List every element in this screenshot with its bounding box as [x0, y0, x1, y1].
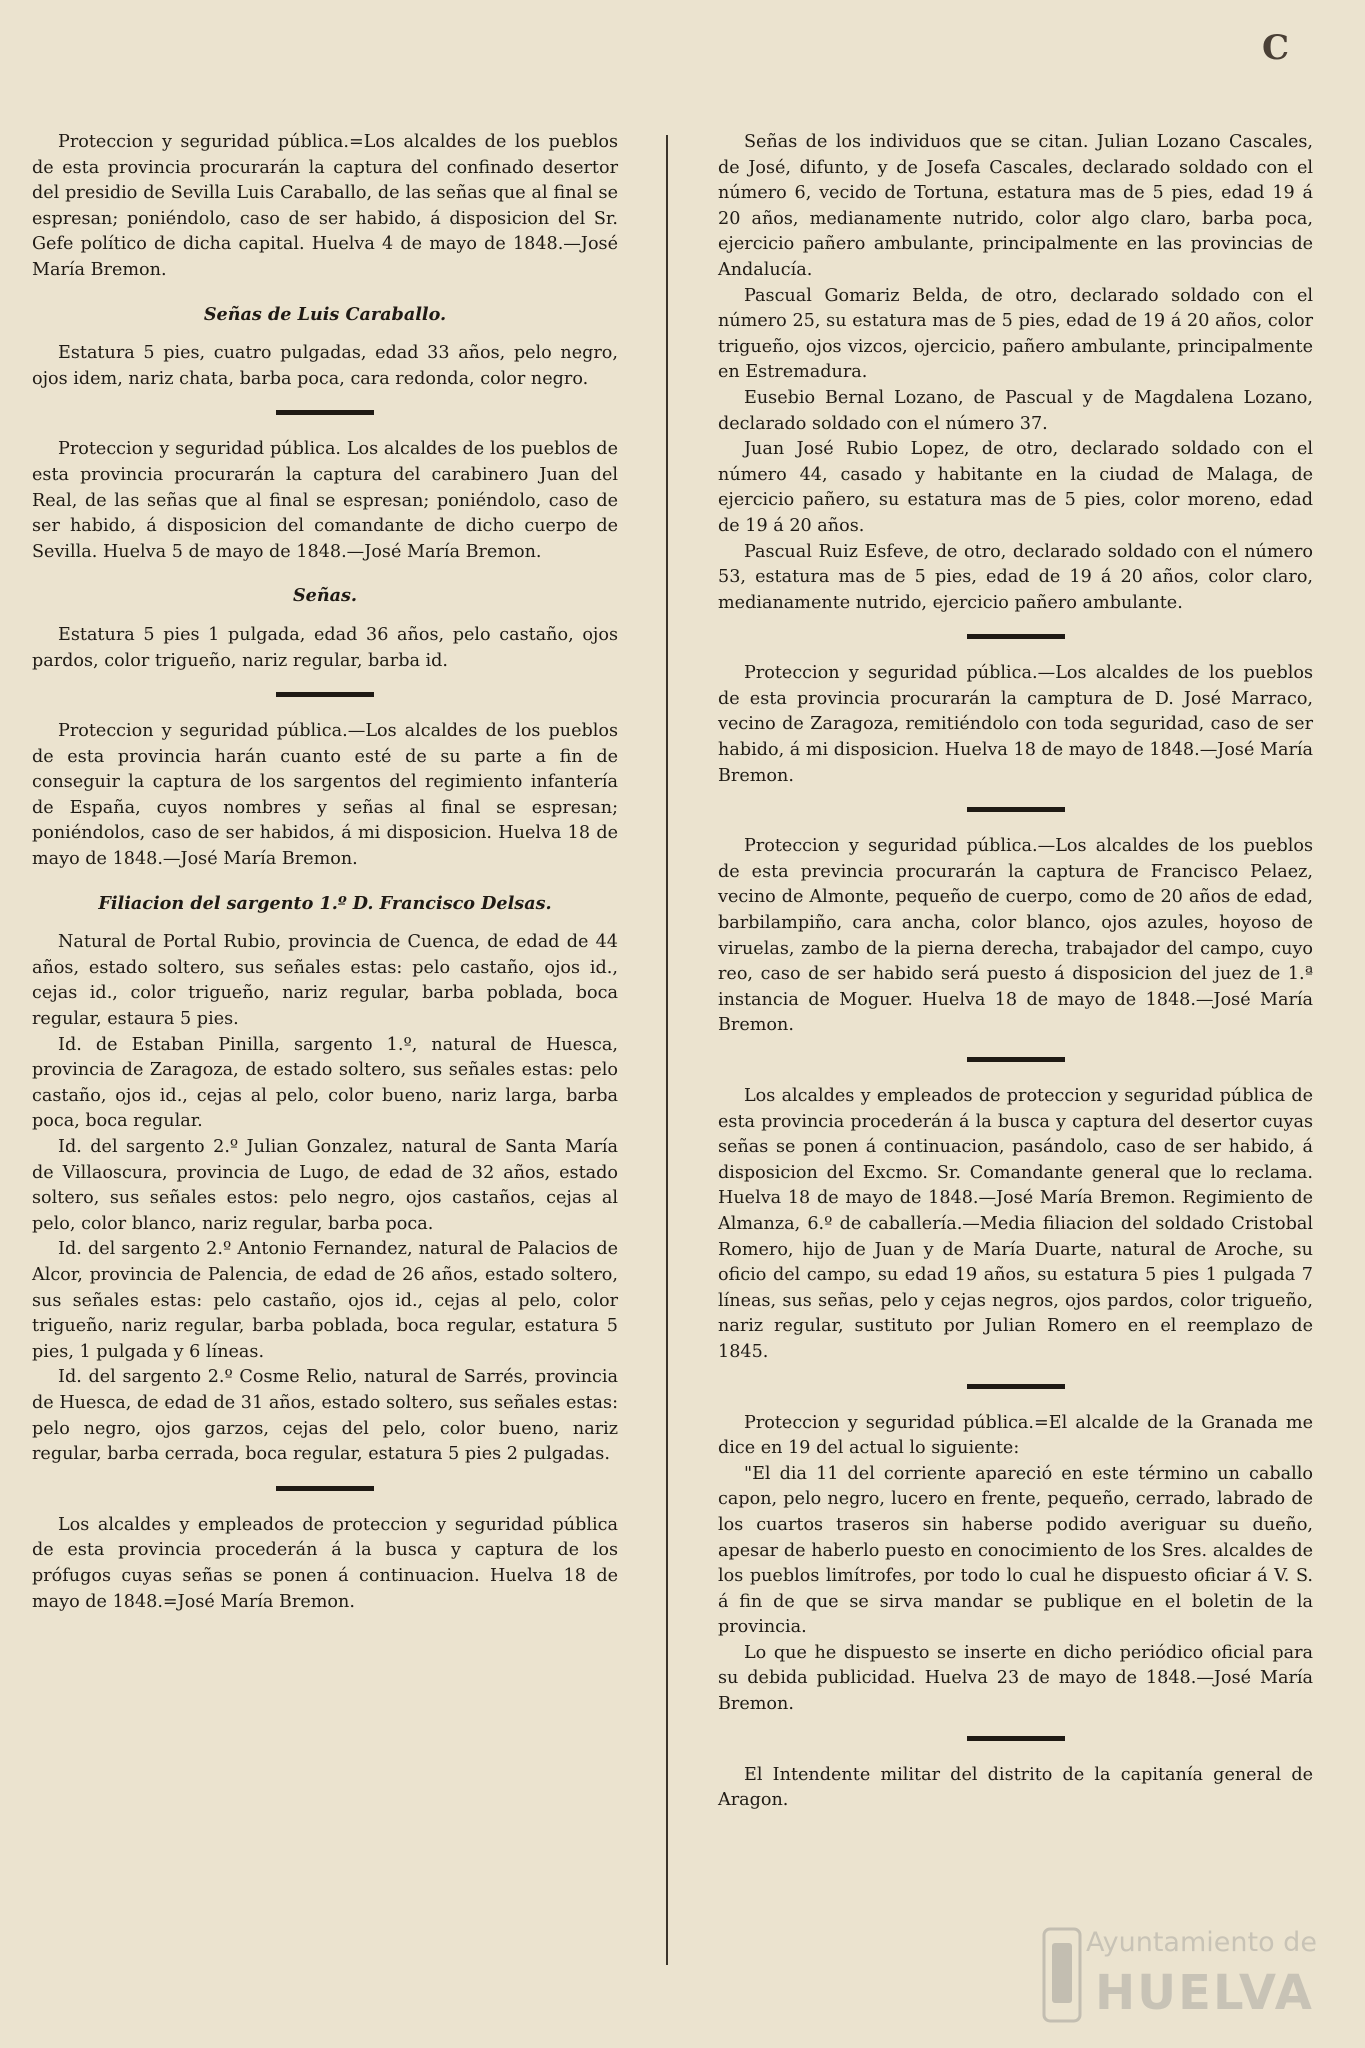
watermark: [1040, 1925, 1340, 2035]
description-paragraph: Pascual Gomariz Belda, de otro, declarado soldado con el número 25, su estatura mas de 5 pies, edad de 19 á 20 años, color trigueño, ojos vizcos, ojercicio, pañero ambulante, principalmente en Estremadura.: [718, 285, 1313, 383]
left-column: [32, 130, 618, 1615]
notice-paragraph: Proteccion y seguridad pública.—Los alcaldes de los pueblos de esta provincia harán cuanto esté de su parte a fin de conseguir la captura de los sargentos del regimiento infantería de España, cuyos nombres y señas al final se espresan; poniéndolos, caso de ser habidos, á mi disposicion. Huelva 18 de mayo de 1848.—José María Bremon.: [32, 721, 618, 870]
description-paragraph: Id. del sargento 2.º Julian Gonzalez, natural de Santa María de Villaoscura, provincia de Lugo, de edad de 32 años, estado soltero, sus señales estos: pelo negro, ojos castaños, cejas al pelo, color blanco, nariz regular, barba poca.: [32, 1137, 618, 1234]
section-separator: [967, 807, 1065, 812]
description-paragraph: Id. del sargento 2.º Antonio Fernandez, natural de Palacios de Alcor, provincia de Palencia, de edad de 26 años, estado soltero, sus señales estas: pelo castaño, ojos id., cejas al pelo, color trigueño, nariz regular, barba poblada, boca regular, estatura 5 pies, 1 pulgada y 6 líneas.: [32, 1239, 618, 1362]
notice-paragraph: Proteccion y seguridad pública.=El alcalde de la Granada me dice en 19 del actual lo siguiente:: [718, 1412, 1313, 1459]
section-separator: [967, 1057, 1065, 1062]
description-paragraph: Id. de Estaban Pinilla, sargento 1.º, natural de Huesca, provincia de Zaragoza, de estado soltero, sus señales estas: pelo castaño, ojos id., cejas al pelo, color bueno, nariz larga, barba poca, boca regular.: [32, 1034, 618, 1132]
page-mark: C: [1262, 28, 1290, 68]
notice-paragraph: Proteccion y seguridad pública.—Los alcaldes de los pueblos de esta previncia procurarán la captura de Francisco Pelaez, vecino de Almonte, pequeño de cuerpo, como de 20 años de edad, barbilampiño, cara ancha, color blanco, ojos azules, hoyoso de viruelas, zambo de la pierna derecha, trabajador del campo, cuyo reo, caso de ser habido será puesto á disposicion del juez de 1.ª instancia de Moguer. Huelva 18 de mayo de 1848.—José María Bremon.: [718, 836, 1313, 1036]
watermark-line1: Ayuntamiento de: [1086, 1927, 1317, 1958]
description-paragraph: Natural de Portal Rubio, provincia de Cuenca, de edad de 44 años, estado soltero, sus señales estas: pelo castaño, ojos id., cejas id., color trigueño, nariz regular, barba poblada, boca regular, estaura 5 pies.: [32, 932, 618, 1030]
watermark-line2: HUELVA: [1095, 1965, 1314, 2021]
description-paragraph: Estatura 5 pies 1 pulgada, edad 36 años, pelo castaño, ojos pardos, color trigueño, nariz regular, barba id.: [32, 624, 618, 671]
section-separator: [276, 1486, 374, 1491]
section-heading: Señas.: [292, 585, 358, 607]
right-column: [718, 130, 1313, 1814]
section-heading: Señas de Luis Caraballo.: [203, 303, 447, 325]
description-paragraph: Eusebio Bernal Lozano, de Pascual y de Magdalena Lozano, declarado soldado con el número 37.: [718, 387, 1313, 434]
section-separator: [276, 410, 374, 415]
description-paragraph: Señas de los individuos que se citan. Julian Lozano Cascales, de José, difunto, y de Josefa Cascales, declarado soldado con el número 6, vecido de Tortuna, estatura mas de 5 pies, edad 19 á 20 años, medianamente nutrido, color algo claro, barba poca, ejercicio pañero ambulante, principalmente en las provincias de Andalucía.: [718, 132, 1313, 280]
seal-icon: [1040, 1925, 1084, 2025]
description-paragraph: Pascual Ruiz Esfeve, de otro, declarado soldado con el número 53, estatura mas de 5 pies, edad de 19 á 20 años, color claro, medianamente nutrido, ejercicio pañero ambulante.: [718, 541, 1313, 613]
section-separator: [967, 634, 1065, 639]
notice-paragraph: Lo que he dispuesto se inserte en dicho periódico oficial para su debida publicidad. Huelva 23 de mayo de 1848.—José María Bremon.: [718, 1642, 1313, 1715]
notice-paragraph: Proteccion y seguridad pública. Los alcaldes de los pueblos de esta provincia procurarán la captura del carabinero Juan del Real, de las señas que al final se espresan; poniéndolo, caso de ser habido, á disposicion del comandante de dicho cuerpo de Sevilla. Huelva 5 de mayo de 1848.—José María Bremon.: [32, 439, 618, 562]
notice-paragraph: Los alcaldes y empleados de proteccion y seguridad pública de esta provincia procederán á la busca y captura de los prófugos cuyas señas se ponen á continuacion. Huelva 18 de mayo de 1848.=José María Bremon.: [32, 1514, 618, 1612]
notice-paragraph: Los alcaldes y empleados de proteccion y seguridad pública de esta provincia procederán á la busca y captura del desertor cuyas señas se ponen á continuacion, pasándolo, caso de ser habido, á disposicion del Excmo. Sr. Comandante general que lo reclama. Huelva 18 de mayo de 1848.—José María Bremon. Regimiento de Almanza, 6.º de caballería.—Media filiacion del soldado Cristobal Romero, hijo de Juan y de María Duarte, natural de Aroche, su oficio del campo, su edad 19 años, su estatura 5 pies 1 pulgada 7 líneas, sus señas, pelo y cejas negros, ojos pardos, color trigueño, nariz regular, sustituto por Julian Romero en el reemplazo de 1845.: [718, 1086, 1313, 1362]
notice-paragraph: Proteccion y seguridad pública.=Los alcaldes de los pueblos de esta provincia procurarán la captura del confinado desertor del presidio de Sevilla Luis Caraballo, de las señas que al final se espresan; poniéndolo, caso de ser habido, á disposicion del Sr. Gefe político de dicha capital. Huelva 4 de mayo de 1848.—José María Bremon.: [32, 132, 618, 280]
section-separator: [276, 692, 374, 697]
closing-paragraph: El Intendente militar del distrito de la capitanía general de Aragon.: [718, 1764, 1313, 1811]
quoted-paragraph: "El dia 11 del corriente apareció en este término un caballo capon, pelo negro, lucero en frente, pequeño, cerrado, labrado de los cuartos traseros sin haberse podido averiguar su dueño, apesar de haberlo puesto en conocimiento de los Sres. alcaldes de los pueblos limítrofes, por todo lo cual he dispuesto oficiar á V. S. á fin de que se sirva mandar se publique en el boletin de la provincia.: [718, 1463, 1313, 1638]
description-paragraph: Id. del sargento 2.º Cosme Relio, natural de Sarrés, provincia de Huesca, de edad de 31 años, estado soltero, sus señales estas: pelo negro, ojos garzos, cejas del pelo, color bueno, nariz regular, barba cerrada, boca regular, estatura 5 pies 2 pulgadas.: [32, 1367, 618, 1465]
column-divider: [666, 135, 668, 1965]
description-paragraph: Estatura 5 pies, cuatro pulgadas, edad 33 años, pelo negro, ojos idem, nariz chata, barba poca, cara redonda, color negro.: [32, 343, 618, 389]
section-heading: Filiacion del sargento 1.º D. Francisco Delsas.: [98, 892, 552, 914]
section-separator: [967, 1736, 1065, 1741]
section-separator: [967, 1384, 1065, 1389]
notice-paragraph: Proteccion y seguridad pública.—Los alcaldes de los pueblos de esta provincia procurarán la camptura de D. José Marraco, vecino de Zaragoza, remitiéndolo con toda seguridad, caso de ser habido, á mi disposicion. Huelva 18 de mayo de 1848.—José María Bremon.: [718, 663, 1313, 786]
description-paragraph: Juan José Rubio Lopez, de otro, declarado soldado con el número 44, casado y habitante en la ciudad de Malaga, de ejercicio pañero, su estatura mas de 5 pies, color moreno, edad de 19 á 20 años.: [718, 439, 1313, 536]
